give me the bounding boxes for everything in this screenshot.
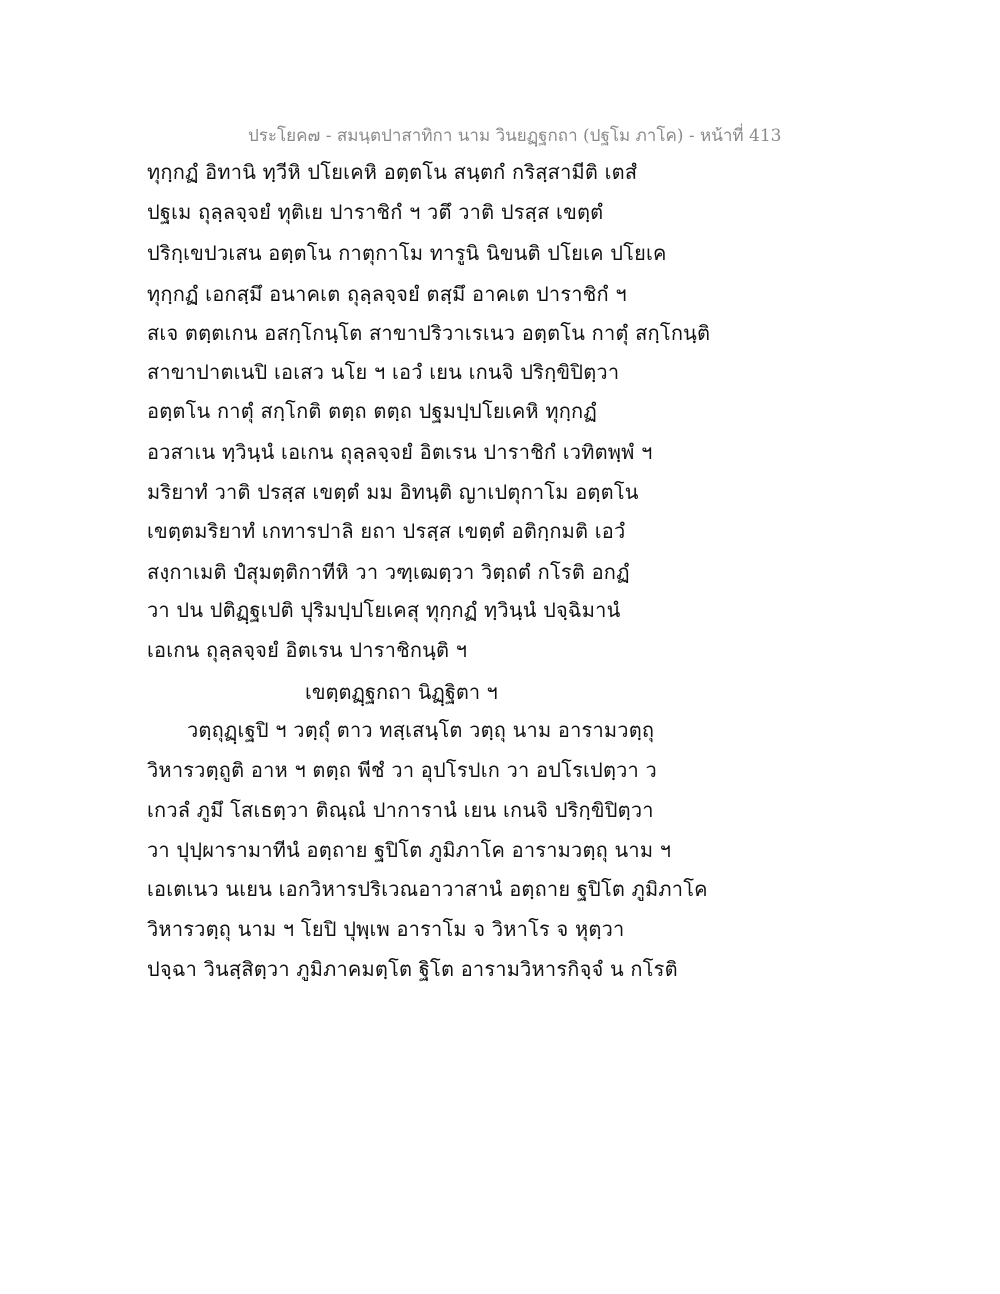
- text-line: ทุกฺกฏํ อิทานิ ทฺวีหิ ปโยเคหิ อตฺตโน สนฺตกํ กริสฺสามีติ เตสํ: [147, 160, 638, 184]
- text-line: อตฺตโน กาตุํ สกฺโกติ ตตฺถ ตตฺถ ปฐมปฺปโยเคหิ ทุกฺกฏํ: [147, 399, 597, 423]
- text-line: วา ปุปฺผารามาทีนํ อตฺถาย ฐปิโต ภูมิภาโค อารามวตฺถุ นาม ฯ: [147, 838, 672, 862]
- text-line: วา ปน ปติฏฺฐเปติ ปุริมปฺปโยเคสุ ทุกฺกฏํ ทฺวินฺนํ ปจฺฉิมานํ: [147, 598, 621, 622]
- text-line: สงฺกาเมติ ปํสุมตฺติกาทีหิ วา วฑฺเฒตฺวา วิตฺถตํ กโรติ อกฏํ: [147, 560, 630, 584]
- text-line: วิหารวตฺถุ นาม ฯ โยปิ ปุพฺเพ อาราโม จ วิหาโร จ หุตฺวา: [147, 917, 625, 941]
- text-line: ทุกฺกฏํ เอกสฺมึ อนาคเต ถุลฺลจฺจยํ ตสฺมึ อาคเต ปาราชิกํ ฯ: [147, 282, 627, 306]
- text-line: มริยาทํ วาติ ปรสฺส เขตฺตํ มม อิทนฺติ ญาเปตุกาโม อตฺตโน: [147, 480, 639, 504]
- text-line: อวสาเน ทฺวินฺนํ เอเกน ถุลฺลจฺจยํ อิตเรน ปาราชิกํ เวทิตพฺพํ ฯ: [147, 440, 653, 464]
- text-line: เกวลํ ภูมึ โสเธตฺวา ติณฺณํ ปาการานํ เยน เกนจิ ปริกฺขิปิตฺวา: [147, 798, 654, 822]
- text-line: เอเกน ถุลฺลจฺจยํ อิตเรน ปาราชิกนฺติ ฯ: [147, 638, 468, 662]
- text-line: สเจ ตตฺตเกน อสกฺโกนฺโต สาขาปริวาเรเนว อตฺตโน กาตุํ สกฺโกนฺติ: [147, 321, 711, 345]
- text-line: ปจฺฉา วินสฺสิตฺวา ภูมิภาคมตฺโต ฐิโต อารามวิหารกิจฺจํ น กโรติ: [147, 957, 678, 981]
- section-title: เขตฺตฏฺฐกถา นิฏฺฐิตา ฯ: [305, 680, 498, 704]
- page-header: ประโยค๗ - สมนฺตปาสาทิกา นาม วินยฏฺฐกถา (ปฐโม ภาโค) - หน้าที่ 413: [248, 126, 782, 146]
- text-line: เขตฺตมริยาทํ เกทารปาลิ ยถา ปรสฺส เขตฺตํ อติกฺกมติ เอวํ: [147, 519, 626, 543]
- text-line: วตฺถุฏฺเฐปิ ฯ วตฺถุํ ตาว ทสฺเสนฺโต วตฺถุ นาม อารามวตฺถุ: [187, 718, 655, 742]
- text-line: เอเตเนว นเยน เอกวิหารปริเวณอาวาสานํ อตฺถาย ฐปิโต ภูมิภาโค: [147, 877, 708, 901]
- text-line: ปริกฺเขปวเสน อตฺตโน กาตุกาโม ทารูนิ นิขนติ ปโยเค ปโยเค: [147, 241, 667, 265]
- text-line: ปฐเม ถุลฺลจฺจยํ ทุติเย ปาราชิกํ ฯ วตึ วาติ ปรสฺส เขตฺตํ: [147, 200, 604, 224]
- text-line: สาขาปาตเนปิ เอเสว นโย ฯ เอวํ เยน เกนจิ ปริกฺขิปิตฺวา: [147, 360, 620, 384]
- text-line: วิหารวตฺถูติ อาห ฯ ตตฺถ พีชํ วา อุปโรปเก วา อปโรเปตฺวา ว: [147, 758, 657, 782]
